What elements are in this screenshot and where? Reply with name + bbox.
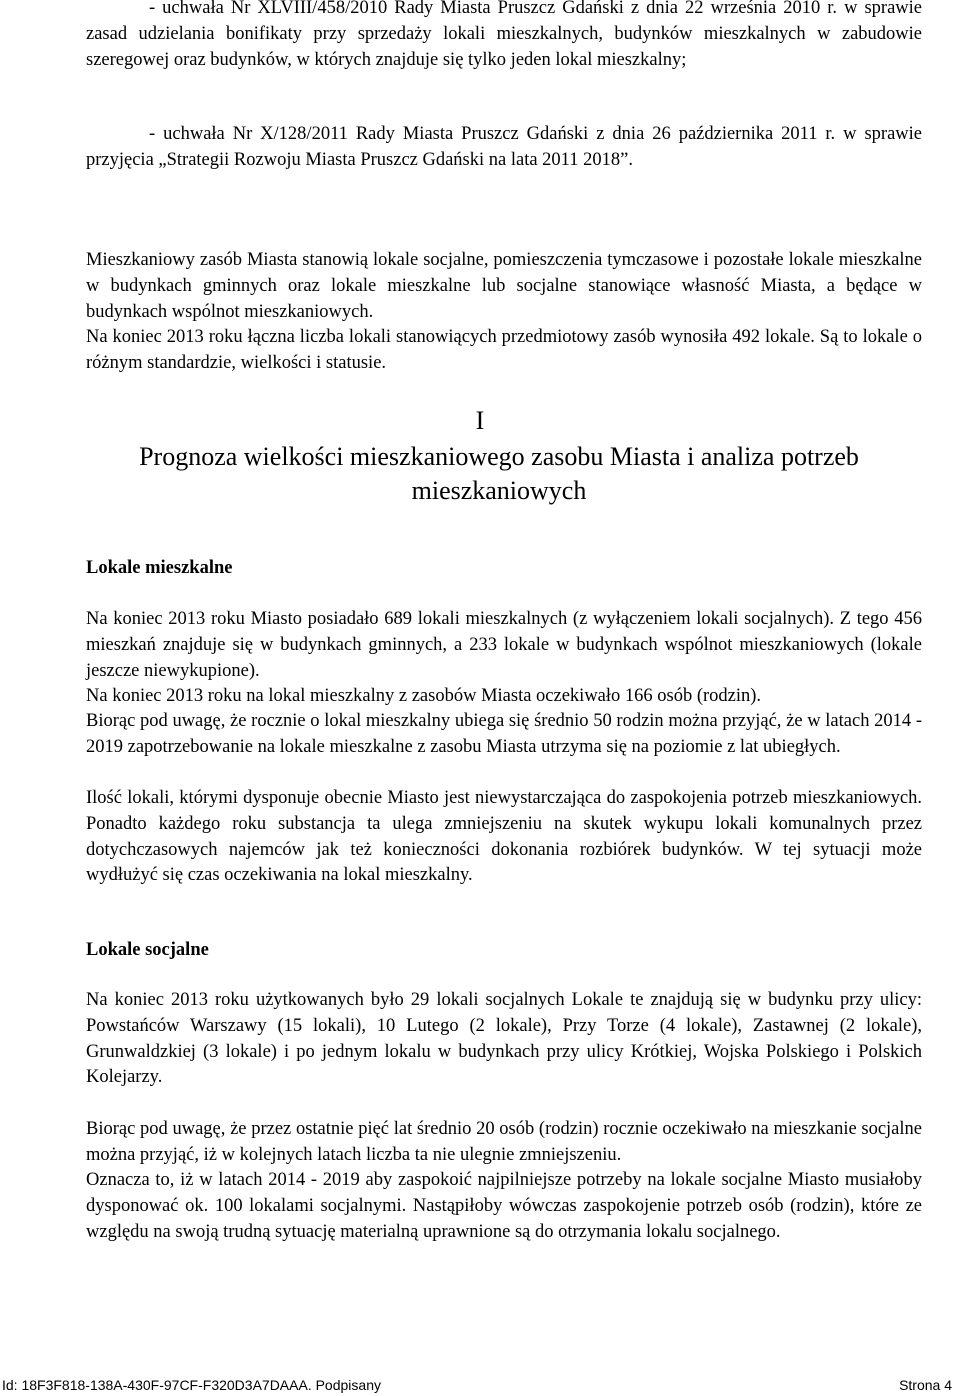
resolution-item-1: - uchwała Nr XLVIII/458/2010 Rady Miasta Pruszcz Gdański z dnia 22 września 2010 r. w sprawie zasad udzielania bonifikaty przy sprzedaży lokali mieszkalnych, budynków mieszkalnych w zabudowie szeregowej oraz budynków, w których znajduje się tylko jeden lokal mieszkalny;: [86, 0, 922, 70]
residential-paragraph-4: Ilość lokali, którymi dysponuje obecnie Miasto jest niewystarczająca do zaspokojenia potrzeb mieszkaniowych. Ponadto każdego roku substancja ta ulega zmniejszeniu na skutek wykupu lokali komunalnych przez dotychczasowych najemców jak też konieczności dokonania rozbiórek budynków. W tej sytuacji może wydłużyć się czas oczekiwania na lokal mieszkalny.: [86, 788, 922, 886]
section-title-social: Lokale socjalne: [86, 940, 209, 960]
page-footer: [0, 1374, 960, 1396]
resolution-item-2: - uchwała Nr X/128/2011 Rady Miasta Pruszcz Gdański z dnia 26 października 2011 r. w sprawie przyjęcia „Strategii Rozwoju Miasta Pruszcz Gdański na lata 2011 2018”.: [86, 124, 922, 170]
chapter-number: I: [475, 406, 485, 435]
chapter-title: Prognoza wielkości mieszkaniowego zasobu Miasta i analiza potrzeb mieszkaniowych: [139, 442, 859, 505]
section-title-residential: Lokale mieszkalne: [86, 558, 233, 578]
social-paragraph-3: Oznacza to, iż w latach 2014 - 2019 aby zaspokoić najpilniejsze potrzeby na lokale socjalne Miasto musiałoby dysponować ok. 100 lokalami socjalnymi. Nastąpiłoby wówczas zaspokojenie potrzeb osób (rodzin), które ze względu na swoją trudną sytuację materialną uprawnione są do otrzymania lokalu socjalnego.: [86, 1170, 922, 1242]
document-signature-id: Id: 18F3F818-138A-430F-97CF-F320D3A7DAAA. Podpisany: [2, 1377, 381, 1393]
residential-paragraph-1: Na koniec 2013 roku Miasto posiadało 689 lokali mieszkalnych (z wyłączeniem lokali socjalnych). Z tego 456 mieszkań znajduje się w budynkach gminnych, a 233 lokale w budynkach wspólnot mieszkaniowych (lokale jeszcze niewykupione).: [86, 609, 922, 681]
residential-paragraph-2: Na koniec 2013 roku na lokal mieszkalny z zasobów Miasta oczekiwało 166 osób (rodzin).: [86, 686, 762, 706]
page-number: Strona 4: [899, 1377, 952, 1393]
residential-paragraph-3: Biorąc pod uwagę, że rocznie o lokal mieszkalny ubiega się średnio 50 rodzin można przyjąć, że w latach 2014 - 2019 zapotrzebowanie na lokale mieszkalne z zasobu Miasta utrzyma się na poziomie z lat ubiegłych.: [86, 711, 922, 757]
social-paragraph-1: Na koniec 2013 roku użytkowanych było 29 lokali socjalnych Lokale te znajdują się w budynku przy ulicy: Powstańców Warszawy (15 lokali), 10 Lutego (2 lokale), Przy Torze (4 lokale), Zastawnej (2 lokale), Grunwaldzkiej (3 lokale) i po jednym lokalu w budynkach przy ulicy Krótkiej, Wojska Polskiego i Polskich Kolejarzy.: [86, 990, 922, 1088]
intro-paragraph-1: Mieszkaniowy zasób Miasta stanowią lokale socjalne, pomieszczenia tymczasowe i pozostałe lokale mieszkalne w budynkach gminnych oraz lokale mieszkalne lub socjalne stanowiące własność Miasta, a będące w budynkach wspólnot mieszkaniowych.: [86, 250, 922, 322]
social-paragraph-2: Biorąc pod uwagę, że przez ostatnie pięć lat średnio 20 osób (rodzin) rocznie oczekiwało na mieszkanie socjalne można przyjąć, iż w kolejnych latach liczba ta nie ulegnie zmniejszeniu.: [86, 1119, 922, 1165]
intro-paragraph-2: Na koniec 2013 roku łączna liczba lokali stanowiących przedmiotowy zasób wynosiła 492 lokale. Są to lokale o różnym standardzie, wielkości i statusie.: [86, 327, 922, 373]
